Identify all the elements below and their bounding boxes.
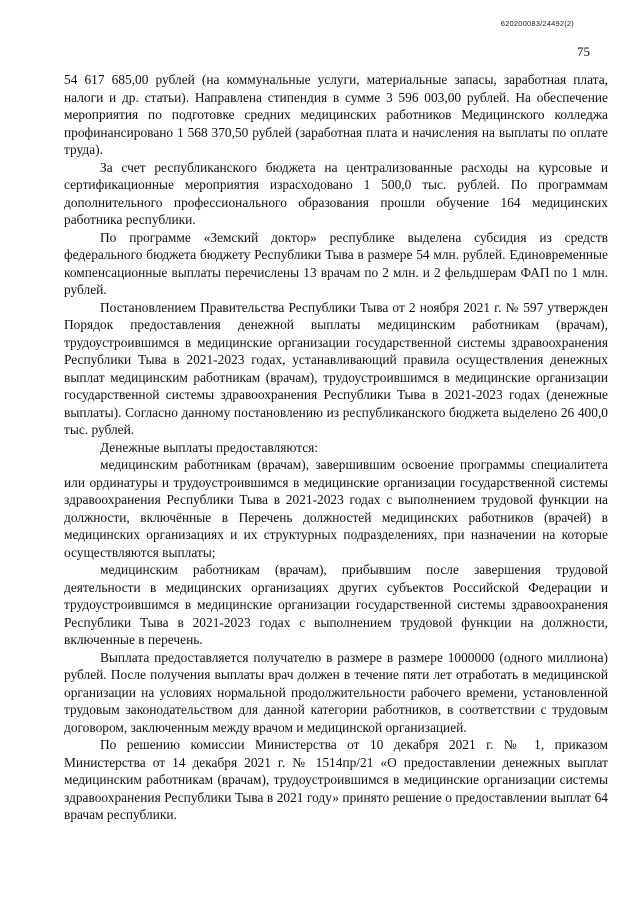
- paragraph-5: Денежные выплаты предоставляются:: [100, 439, 319, 455]
- paragraph-6: медицинским работникам (врачам), завершившим освоение программы специалитета или ординатуры и трудоустроившимся в медицинские организации государственной системы здравоохранения Республики Тыва в 2021-2023 годах с выполнением трудовой функции на должности, включённые в Перечень должностей медицинских работников (врачей) в медицинских организациях и их структурных подразделениях, при назначении на которые осуществляются выплаты;: [64, 457, 608, 560]
- paragraph-2: За счет республиканского бюджета на централизованные расходы на курсовые и сертификационные мероприятия израсходовано 1 500,0 тыс. рублей. По программам дополнительного профессионального образования прошли обучение 164 медицинских работника республики.: [64, 159, 608, 227]
- paragraph-8: Выплата предоставляется получателю в размере в размере 1000000 (одного миллиона) рублей. После получения выплаты врач должен в течение пяти лет отработать в медицинской организации на условиях нормальной продолжительности рабочего времени, установленной трудовым законодательством для данной категории работников, в соответствии с трудовым договором, заключенным между врачом и медицинской организацией.: [64, 649, 608, 735]
- body-text: [64, 71, 608, 824]
- page-number: 75: [577, 44, 590, 59]
- document-id: 620200083/24492(2): [500, 19, 574, 28]
- paragraph-4: Постановлением Правительства Республики Тыва от 2 ноября 2021 г. № 597 утвержден Порядок предоставления денежной выплаты медицинским работникам (врачам), трудоустроившимся в медицинские организации государственной системы здравоохранения Республики Тыва в 2021-2023 годах, устанавливающий правила осуществления денежных выплат медицинским работникам (врачам), трудоустроившимся в медицинские организации государственной системы здравоохранения Республики Тыва в 2021-2023 годах (денежные выплаты). Согласно данному постановлению из республиканского бюджета выделено 26 400,0 тыс. рублей.: [64, 299, 608, 437]
- paragraph-7: медицинским работникам (врачам), прибывшим после завершения трудовой деятельности в медицинских организациях других субъектов Российской Федерации и трудоустроившимся в медицинские организации государственной системы здравоохранения Республики Тыва в 2021-2023 годах с выполнением трудовой функции на должности, включенные в перечень.: [64, 562, 608, 647]
- paragraph-1: 54 617 685,00 рублей (на коммунальные услуги, материальные запасы, заработная плата, налоги и др. статьи). Направлена стипендия в сумме 3 596 003,00 рублей. На обеспечение мероприятия по подготовке средних медицинских работников Медицинского колледжа профинансировано 1 568 370,50 рублей (заработная плата и начисления на выплаты по оплате труда).: [64, 72, 608, 157]
- paragraph-9: По решению комиссии Министерства от 10 декабря 2021 г. № 1, приказом Министерства от 14 декабря 2021 г. № 1514пр/21 «О предоставлении денежных выплат медицинским работникам (врачам), трудоустроившимся в медицинские организации системы здравоохранения Республики Тыва в 2021 году» принято решение о предоставлении выплат 64 врачам республики.: [64, 737, 608, 822]
- paragraph-3: По программе «Земский доктор» республике выделена субсидия из средств федерального бюджета бюджету Республики Тыва в размере 54 млн. рублей. Единовременные компенсационные выплаты перечислены 13 врачам по 2 млн. и 2 фельдшерам ФАП по 1 млн. рублей.: [64, 229, 608, 297]
